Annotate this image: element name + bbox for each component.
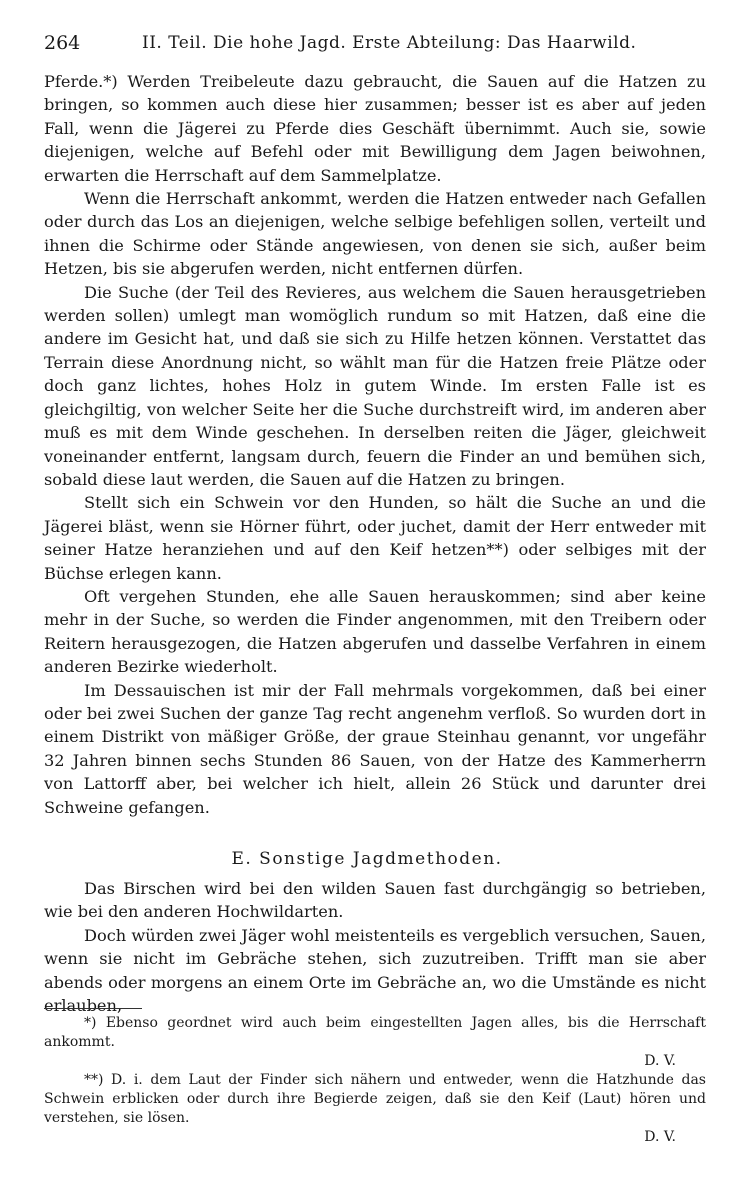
section-heading: E. Sonstige Jagdmethoden. — [231, 849, 503, 869]
footnote — [44, 1071, 706, 1147]
paragraph: Stellt sich ein Schwein vor den Hunden, so hält die Suche an und die Jägerei bläst, wenn sie Hörner führt, oder juchet, damit der Herr entweder mit seiner Hatze heranziehen und auf den Keif hetzen**) oder selbiges mit der Büchse erlegen kann. — [44, 493, 706, 583]
paragraph: Wenn die Herrschaft ankommt, werden die Hatzen entweder nach Gefallen oder durch das Los an diejenigen, welche selbige befehligen sollen, verteilt und ihnen die Schirme oder Stände angewiesen, von denen sie sich, außer beim Hetzen, bis sie abgerufen werden, nicht entfernen dürfen. — [44, 189, 706, 279]
running-head: II. Teil. Die hohe Jagd. Erste Abteilung: Das Haarwild. — [142, 33, 637, 53]
footnote-text: **) D. i. dem Laut der Finder sich nähern und entweder, wenn die Hatzhunde das Schwein erblicken oder durch ihre Begierde zeigen, daß sie den Keif (Laut) hören und verstehen, sie lösen. — [44, 1072, 706, 1126]
section-text — [44, 877, 706, 1017]
footnote-signature: D. V. — [644, 1053, 676, 1069]
paragraph: Das Birschen wird bei den wilden Sauen fast durchgängig so betrieben, wie bei den anderen Hochwildarten. — [44, 879, 706, 922]
page-number: 264 — [44, 32, 81, 54]
footnote — [44, 1014, 706, 1071]
footnote-divider — [44, 1008, 142, 1009]
paragraph: Oft vergehen Stunden, ehe alle Sauen herauskommen; sind aber keine mehr in der Suche, so werden die Finder angenommen, mit den Treibern oder Reitern herausgezogen, die Hatzen abgerufen und dasselbe Verfahren in einem anderen Bezirke wiederholt. — [44, 586, 706, 677]
footnotes — [44, 1014, 706, 1147]
paragraph: Im Dessauischen ist mir der Fall mehrmals vorgekommen, daß bei einer oder bei zwei Suchen der ganze Tag recht angenehm verfloß. So wurden dort in einem Distrikt von mäßiger Größe, der graue Steinhau genannt, vor ungefähr 32 Jahren binnen sechs Stunden 86 Sauen, von der Hatze des Kammerherrn von Lattorff aber, bei welcher ich hielt, allein 26 Stück und darunter drei Schweine gefangen. — [44, 680, 706, 817]
paragraph: Doch würden zwei Jäger wohl meistenteils es vergeblich versuchen, Sauen, wenn sie nicht im Gebräche stehen, sich zuzutreiben. Trifft man sie aber abends oder morgens an einem Orte im Gebräche an, wo die Umstände es nicht erlauben, — [44, 925, 706, 1016]
main-text — [44, 70, 706, 819]
paragraph: Pferde.*) Werden Treibeleute dazu gebraucht, die Sauen auf die Hatzen zu bringen, so kommen auch diese hier zusammen; besser ist es aber auf jeden Fall, wenn die Jägerei zu Pferde dies Geschäft übernimmt. Auch sie, sowie diejenigen, welche auf Befehl oder mit Bewilligung dem Jagen beiwohnen, erwarten die Herrschaft auf dem Sammelplatze. — [44, 72, 706, 185]
footnote-signature: D. V. — [644, 1129, 676, 1145]
page-header — [44, 30, 694, 60]
paragraph: Die Suche (der Teil des Revieres, aus welchem die Sauen herausgetrieben werden sollen) umlegt man womöglich rundum so mit Hatzen, daß eine die andere im Gesicht hat, und daß sie sich zu Hilfe hetzen können. Verstattet das Terrain diese Anordnung nicht, so wählt man für die Hatzen freie Plätze oder doch ganz lichtes, hohes Holz in gutem Winde. Im ersten Falle ist es gleichgiltig, von welcher Seite her die Suche durchstreift wird, im anderen aber muß es mit dem Winde geschehen. In derselben reiten die Jäger, gleichweit voneinander entfernt, langsam durch, feuern die Finder an und bemühen sich, sobald diese laut werden, die Sauen auf die Hatzen zu bringen. — [44, 282, 706, 489]
footnote-text: *) Ebenso geordnet wird auch beim eingestellten Jagen alles, bis die Herrschaft ankommt. — [44, 1015, 706, 1050]
